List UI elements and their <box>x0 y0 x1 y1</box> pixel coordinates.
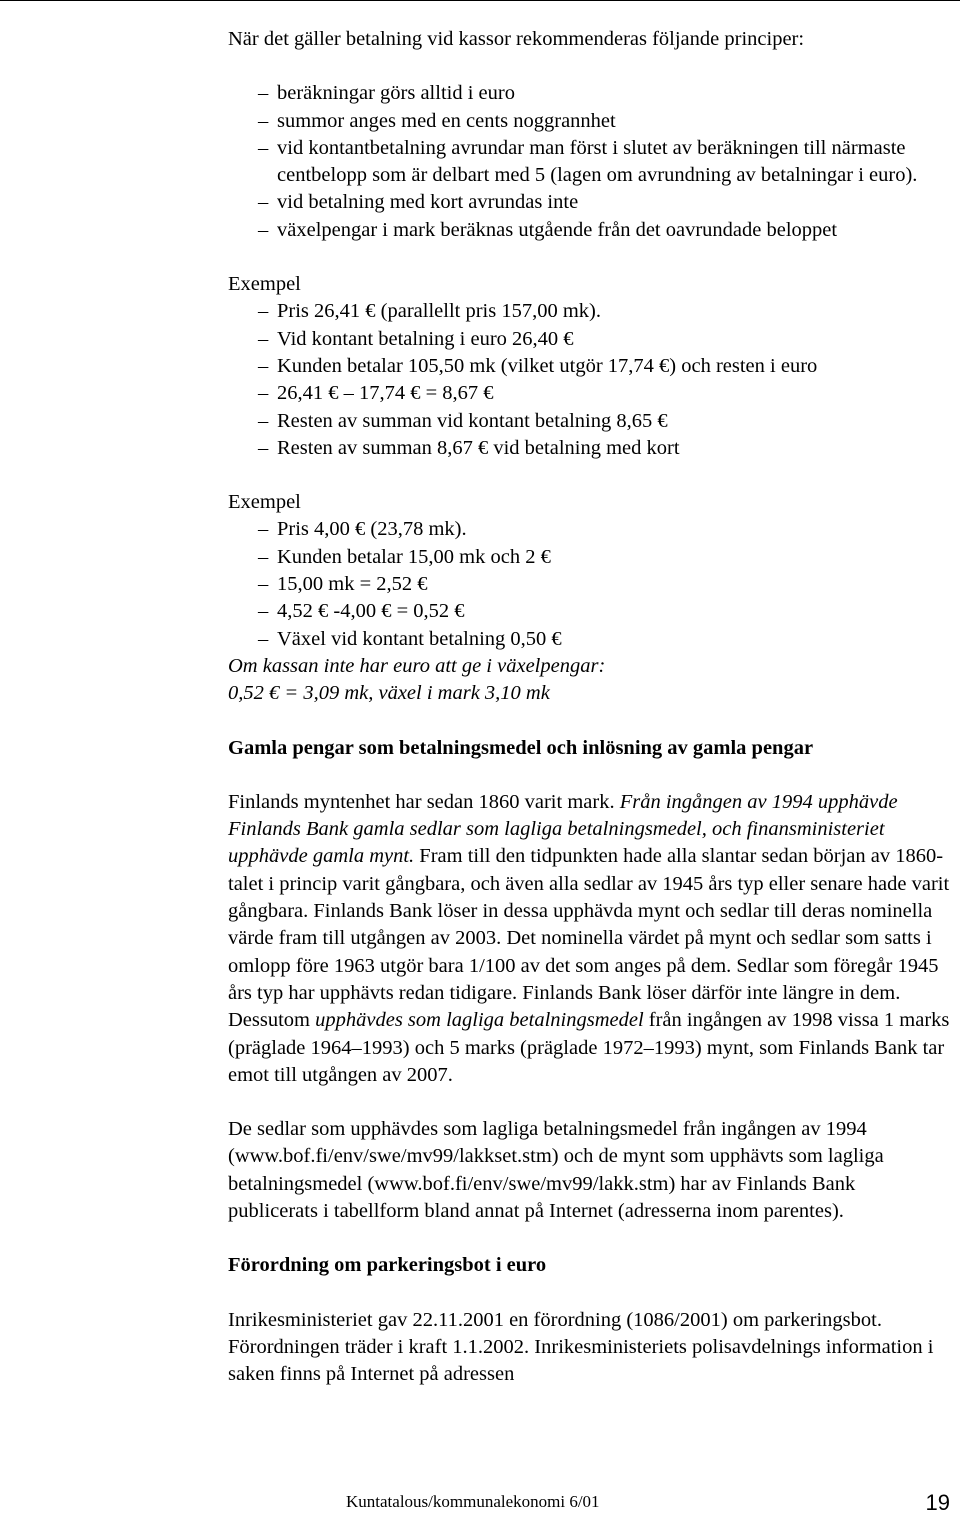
list-item: – Vid kontant betalning i euro 26,40 € <box>228 326 950 353</box>
footer-publication: Kuntatalous/kommunalekonomi 6/01 <box>346 1492 600 1511</box>
header-rule <box>0 0 960 1</box>
page-number: 19 <box>925 1490 950 1515</box>
body-paragraph: Finlands myntenhet har sedan 1860 varit mark. Från ingången av 1994 upphävde Finlands Bank gamla sedlar som lagliga betalningsmedel, och finansministeriet upphävde gamla mynt. Fram till den tidpunkten hade alla slantar sedan början av 1860-talet i princip varit gångbara, och även alla sedlar av 1945 års typ eller senare hade varit gångbara. Finlands Bank löser in dessa upphävda mynt och sedlar till deras nominella värde fram till utgången av 2003. Det nominella värdet på mynt och sedlar som satts i omlopp före 1963 utgör bara 1/100 av det som anges på dem. Sedlar som föregår 1945 års typ har upphävts redan tidigare. Finlands Bank löser därför inte längre in dem. Dessutom upphävdes som lagliga betalningsmedel från ingången av 1998 vissa 1 marks (präglade 1964–1993) och 5 marks (präglade 1972–1993) mynt, som Finlands Bank tar emot till utgången av 2007. <box>228 790 950 1086</box>
list-item: – Kunden betalar 105,50 mk (vilket utgör 17,74 €) och resten i euro <box>228 353 950 380</box>
list-item: – vid kontantbetalning avrundar man först i slutet av beräkningen till närmaste centbelopp som är delbart med 5 (lagen om avrundning av betalningar i euro). <box>228 135 950 190</box>
section-heading: Gamla pengar som betalningsmedel och inlösning av gamla pengar <box>228 736 814 759</box>
example-heading: Exempel <box>228 491 301 514</box>
list-item: – växelpengar i mark beräknas utgående från det oavrundade beloppet <box>228 217 950 244</box>
list-item: – Pris 26,41 € (parallellt pris 157,00 mk). <box>228 298 950 325</box>
principles-list <box>228 80 950 244</box>
example-list <box>228 298 950 462</box>
list-item: – Pris 4,00 € (23,78 mk). <box>228 516 950 543</box>
example-note: 0,52 € = 3,09 mk, växel i mark 3,10 mk <box>228 682 550 705</box>
list-item: – Resten av summan vid kontant betalning 8,65 € <box>228 408 950 435</box>
list-item: – 26,41 € – 17,74 € = 8,67 € <box>228 380 950 407</box>
example-list <box>228 516 950 652</box>
list-item: – Växel vid kontant betalning 0,50 € <box>228 626 950 653</box>
list-item: – vid betalning med kort avrundas inte <box>228 189 950 216</box>
intro-paragraph: När det gäller betalning vid kassor rekommenderas följande principer: <box>228 28 805 50</box>
list-item: – Resten av summan 8,67 € vid betalning med kort <box>228 435 950 462</box>
example-note: Om kassan inte har euro att ge i växelpengar: <box>228 654 606 677</box>
document-body <box>228 26 950 1388</box>
list-item: – beräkningar görs alltid i euro <box>228 80 950 107</box>
example-heading: Exempel <box>228 273 301 296</box>
body-paragraph: Inrikesministeriet gav 22.11.2001 en förordning (1086/2001) om parkeringsbot. Förordningen träder i kraft 1.1.2002. Inrikesministeriets polisavdelnings information i saken finns på Internet på adressen <box>228 1308 934 1386</box>
list-item: – 4,52 € -4,00 € = 0,52 € <box>228 598 950 625</box>
list-item: – summor anges med en cents noggrannhet <box>228 108 950 135</box>
body-paragraph: De sedlar som upphävdes som lagliga betalningsmedel från ingången av 1994 (www.bof.fi/env/swe/mv99/lakkset.stm) och de mynt som upphävts som lagliga betalningsmedel (www.bof.fi/env/swe/mv99/lakk.stm) har av Finlands Bank publicerats i tabellform bland annat på Internet (adresserna inom parentes). <box>228 1118 884 1222</box>
section-heading: Förordning om parkeringsbot i euro <box>228 1254 547 1277</box>
page-footer <box>346 1490 950 1516</box>
list-item: – 15,00 mk = 2,52 € <box>228 571 950 598</box>
list-item: – Kunden betalar 15,00 mk och 2 € <box>228 544 950 571</box>
